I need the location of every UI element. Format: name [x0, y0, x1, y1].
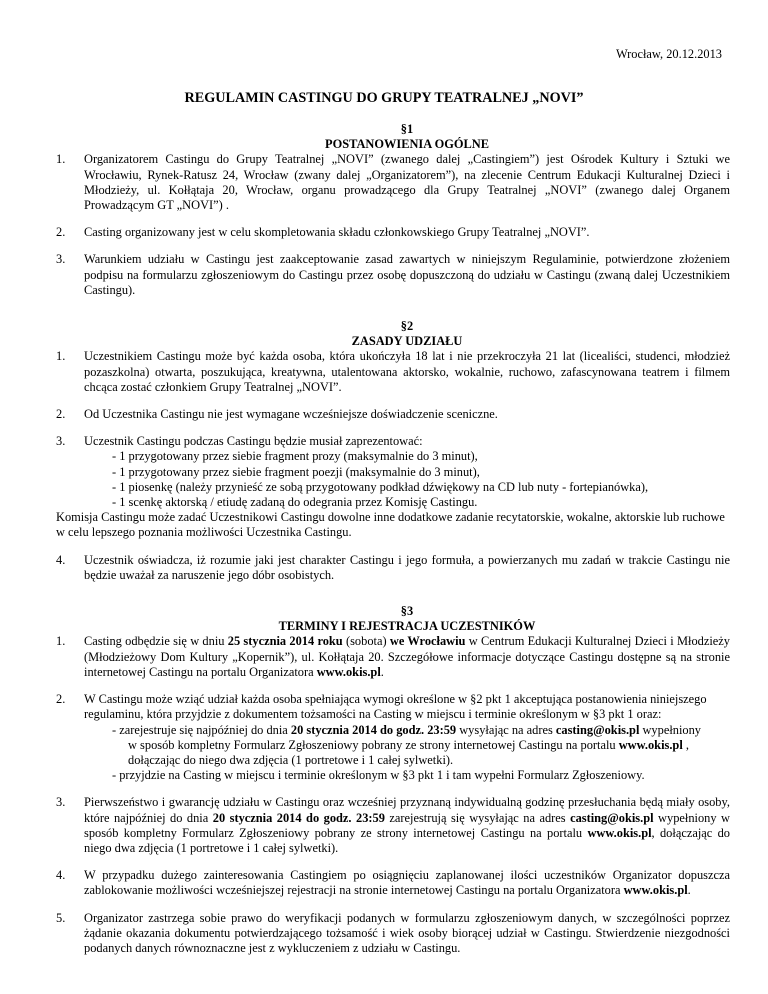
- item-number: 4.: [56, 552, 66, 567]
- sub-item: [84, 723, 730, 738]
- email-link: casting@okis.pl: [555, 722, 640, 737]
- section-2-heading: ZASADY UDZIAŁU: [351, 334, 463, 349]
- item-text: W przypadku dużego zainteresowania Castingiem po osiągnięciu zaplanowanej ilości uczestników Organizator dopuszcza zablokowanie możliwości wcześniejszej rejestracji na stronie internetowej Castingu na portalu Organizatora: [84, 868, 730, 898]
- item-text: ,: [682, 737, 689, 752]
- sub-item: [84, 738, 730, 753]
- item-text: Uczestnikiem Castingu może być każda osoba, która ukończyła 18 lat i nie przekroczyła 21 lat (licealiści, studenci, młodzież pozaszkolna) otwarta, poszukująca, kreatywna, utalentowana aktorsko, wokalnie, ruchowo, zafascynowana teatrem i filmem chcąca zostać członkiem Grupy Teatralnej „NOVI”.: [84, 349, 730, 394]
- list-item: [56, 692, 730, 783]
- website-link: www.okis.pl: [618, 737, 683, 752]
- item-intro: W Castingu może wziąć udział każda osoba spełniająca wymogi określone w §2 pkt 1 akceptująca postanowienia niniejszego regulaminu, która przyjdzie z dokumentem tożsamości na Casting w miejscu i terminie określonym w §3 pkt 1 oraz:: [84, 692, 707, 722]
- item-intro: Uczestnik Castingu podczas Castingu będzie musiał zaprezentować:: [84, 434, 423, 449]
- list-item: [56, 349, 730, 395]
- item-text: , dołączając do niego dwa zdjęcia (1 portretowe i 1 całej sylwetki).: [84, 825, 730, 855]
- sub-item: - przyjdzie na Casting w miejscu i terminie określonym w §3 pkt 1 i tam wypełni Formularz Zgłoszeniowy.: [112, 768, 645, 783]
- section-3-heading: TERMINY I REJESTRACJA UCZESTNIKÓW: [278, 619, 536, 634]
- sub-item: - 1 piosenkę (należy przynieść ze sobą przygotowany podkład dźwiękowy na CD lub nuty - fortepianówka),: [112, 479, 649, 494]
- item-number: 2.: [56, 407, 66, 422]
- list-item: [56, 911, 730, 957]
- item-number: 1.: [56, 152, 66, 167]
- item-number: 3.: [56, 795, 66, 810]
- list-item: [56, 225, 730, 240]
- list-item: [56, 152, 730, 213]
- item-text: .: [380, 664, 384, 679]
- item-text: wypełniony w sposób kompletny Formularz Zgłoszeniowy pobrany ze strony internetowej Castingu na portalu: [84, 810, 730, 840]
- item-text: - zarejestruje się najpóźniej do dnia: [112, 722, 291, 737]
- item-text: Pierwszeństwo i gwarancję udziału w Castingu oraz wcześniej przyznaną indywidualną godzinę przesłuchania będą miały osoby, które najpóźniej do dnia: [84, 795, 730, 825]
- item-number: 3.: [56, 434, 66, 449]
- document-body: [56, 122, 730, 956]
- document-date: Wrocław, 20.12.2013: [615, 47, 722, 61]
- item-text: zarejestrują się wysyłając na adres: [384, 810, 571, 825]
- list-item: [56, 434, 730, 510]
- section-1-heading: POSTANOWIENIA OGÓLNE: [325, 137, 489, 152]
- list-item: [56, 407, 730, 422]
- list-item: [56, 868, 730, 898]
- item-text: Organizatorem Castingu do Grupy Teatralnej „NOVI” (zwanego dalej „Castingiem”) jest Ośrodek Kultury i Sztuki we Wrocławiu, Rynek-Ratusz 24, Wrocław (zwany dalej „Organizatorem”), na zlecenie Centrum Edukacji Kulturalnej Dzieci i Młodzieży, ul. Kołłątaja 20, Wrocław, organu prowadzącego dla Grupy Teatralnej „NOVI” (zwanego dalej Organem Prowadzącym GT „NOVI”) .: [84, 152, 730, 213]
- item-text: Warunkiem udziału w Castingu jest zaakceptowanie zasad zawartych w niniejszym Regulaminie, potwierdzone złożeniem podpisu na formularzu zgłoszeniowym do Castingu przez osobę dopuszczoną do udziału w Castingu (zwaną dalej Uczestnikiem Castingu).: [84, 252, 730, 297]
- deadline: 20 stycznia 2014 do godz. 23:59: [212, 810, 385, 825]
- item-number: 1.: [56, 349, 66, 364]
- item-number: 1.: [56, 634, 66, 649]
- list-item: [56, 553, 730, 583]
- email-link: casting@okis.pl: [570, 810, 654, 825]
- section-3-number: §3: [400, 604, 414, 619]
- section-2-number: §2: [400, 319, 414, 334]
- item-text: Organizator zastrzega sobie prawo do weryfikacji podanych w formularzu zgłoszeniowym danych, w szczególności poprzez żądanie okazania dokumentu potwierdzającego tożsamość i wiek osoby biorącej udział w Castingu. Stwierdzenie niezgodności podanych danych równoznaczne jest z wykluczeniem z udziału w Castingu.: [84, 910, 730, 955]
- item-outro: Komisja Castingu może zadać Uczestnikowi Castingu dowolne inne dodatkowe zadanie recytatorskie, wokalne, aktorskie lub ruchowe w celu lepszego poznania możliwości Uczestnika Castingu.: [56, 510, 725, 540]
- item-text: Casting organizowany jest w celu skompletowania składu członkowskiego Grupy Teatralnej „NOVI”.: [84, 225, 590, 240]
- event-date: 25 stycznia 2014 roku: [227, 634, 343, 649]
- item-number: 2.: [56, 692, 66, 707]
- website-link: www.okis.pl: [316, 664, 381, 679]
- website-link: www.okis.pl: [623, 883, 688, 898]
- event-city: we Wrocławiu: [389, 634, 466, 649]
- item-text: wysyłając na adres: [456, 722, 556, 737]
- item-number: 2.: [56, 225, 66, 240]
- document-title: REGULAMIN CASTINGU DO GRUPY TEATRALNEJ „NOVI”: [184, 90, 584, 106]
- sub-item: dołączając do niego dwa zdjęcia (1 portretowe i 1 całej sylwetki).: [128, 752, 454, 767]
- sub-item: - 1 przygotowany przez siebie fragment poezji (maksymalnie do 3 minut),: [112, 464, 480, 479]
- deadline: 20 stycznia 2014 do godz. 23:59: [290, 722, 457, 737]
- list-item: [56, 252, 730, 298]
- section-1-number: §1: [400, 122, 414, 136]
- item-text: (sobota): [342, 634, 390, 649]
- sub-item: - 1 scenkę aktorską / etiudę zadaną do odegrania przez Komisję Castingu.: [112, 495, 478, 510]
- list-item: [56, 795, 730, 856]
- item-text: Casting odbędzie się w dniu: [84, 634, 228, 649]
- item-text: wypełniony: [639, 722, 701, 737]
- item-number: 3.: [56, 252, 66, 267]
- website-link: www.okis.pl: [587, 825, 652, 840]
- item-text: .: [687, 883, 691, 898]
- sub-item: - 1 przygotowany przez siebie fragment prozy (maksymalnie do 3 minut),: [112, 449, 478, 464]
- item-text: w Centrum Edukacji Kulturalnej Dzieci i Młodzieży (Młodzieżowy Dom Kultury „Kopernik”), ul. Kołłątaja 20. Szczegółowe informacje dotyczące Castingu dostępne są na stronie internetowej Castingu na portalu Organizatora: [84, 634, 730, 679]
- list-item: [56, 634, 730, 680]
- item-text: Uczestnik oświadcza, iż rozumie jaki jest charakter Castingu i jego formuła, a powierzanych mu zadań w trakcie Castingu nie będzie uważał za naruszenie jego dóbr osobistych.: [84, 552, 730, 582]
- item-text: Od Uczestnika Castingu nie jest wymagane wcześniejsze doświadczenie sceniczne.: [84, 407, 498, 422]
- item-number: 4.: [56, 868, 66, 883]
- item-text: w sposób kompletny Formularz Zgłoszeniowy pobrany ze strony internetowej Castingu na portalu: [128, 737, 619, 752]
- item-number: 5.: [56, 910, 66, 925]
